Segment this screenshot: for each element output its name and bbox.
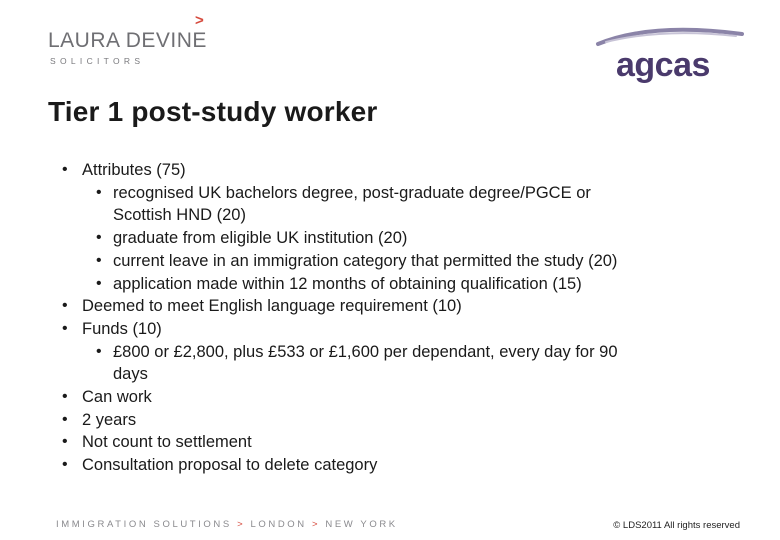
sub-bullet-item: current leave in an immigration category that permitted the study (20) [113,251,618,270]
bullet-item: Funds (10) [82,319,162,338]
copyright-notice: © LDS2011 All rights reserved [613,520,740,531]
bullet-item: 2 years [82,410,137,429]
logo-subtitle: SOLICITORS [50,56,145,66]
bullet-icon: • [96,251,102,269]
sub-bullet-item: £800 or £2,800, plus £533 or £1,600 per dependant, every day for 90 [113,342,618,361]
bullet-icon: • [62,388,68,405]
bullet-icon: • [62,433,68,451]
slide-title: Tier 1 post-study worker [48,96,378,127]
logo-name: LAURA DEVINE [48,29,207,52]
bullet-icon: • [62,161,68,178]
bullet-icon: • [96,342,102,360]
bullet-item: Can work [82,388,152,406]
bullet-icon: • [96,274,102,292]
bullet-icon: • [62,456,68,474]
logo-arrow-icon: > [195,12,204,29]
footer-arrow-icon: > [237,519,246,530]
footer-part: NEW YORK [325,519,398,530]
sub-bullet-item: days [113,365,148,384]
agcas-logo [592,22,750,86]
footer-part: LONDON [250,519,307,530]
bullet-item: Attributes (75) [82,161,186,179]
bullet-item: Deemed to meet English language requirement (10) [82,297,462,316]
bullet-item: Not count to settlement [82,433,252,452]
sub-bullet-item: recognised UK bachelors degree, post-graduate degree/PGCE or [113,183,591,202]
footer-arrow-icon: > [311,519,321,530]
sub-bullet-item: graduate from eligible UK institution (20) [113,229,408,248]
bullet-icon: • [62,410,68,428]
bullet-item: Consultation proposal to delete category [82,456,378,475]
bullet-icon: • [96,183,102,201]
bullet-icon: • [62,297,68,315]
agcas-wordmark: agcas [616,46,710,84]
bullet-icon: • [96,229,102,247]
footer-part: IMMIGRATION SOLUTIONS [56,519,232,530]
sub-bullet-item: Scottish HND (20) [113,206,246,225]
sub-bullet-item: application made within 12 months of obtaining qualification (15) [113,274,582,293]
bullet-icon: • [62,319,68,337]
footer-tagline [56,519,398,530]
